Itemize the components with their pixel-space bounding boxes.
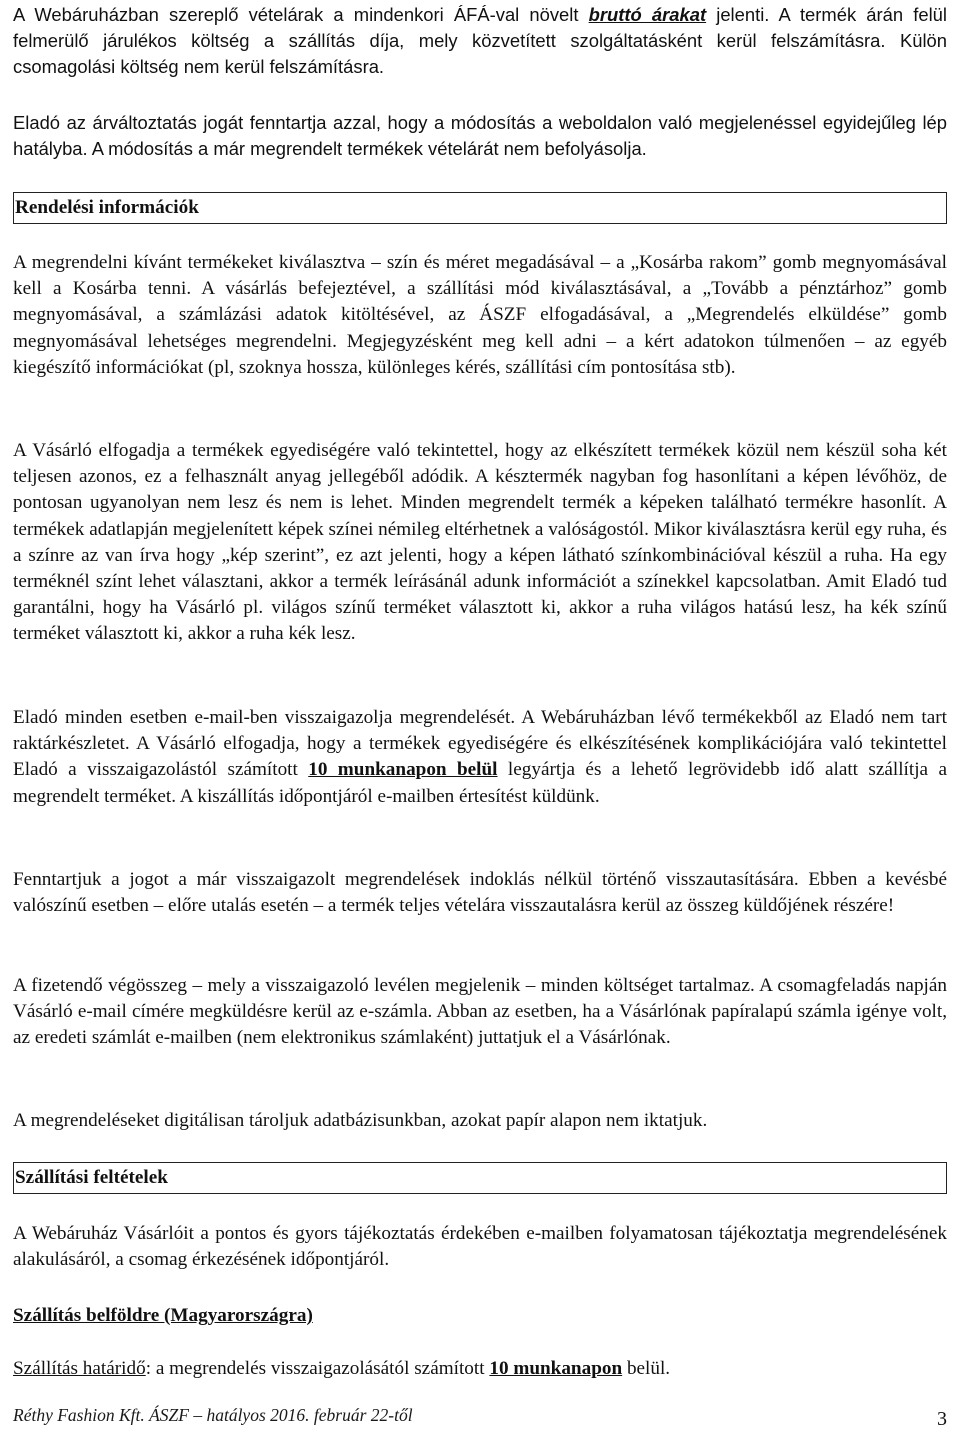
paragraph-refusal: Fenntartjuk a jogot a már visszaigazolt megrendelések indoklás nélkül történő visszautasítására. Ebben a kevésbé valószínű esetben – előre utalás esetén – a termék teljes vételára visszautalásra kerül az összeg küldőjének részére! xyxy=(13,869,947,917)
section-heading-ordering: Rendelési információk xyxy=(13,192,947,224)
paragraph-ordering: A megrendelni kívánt termékeket kiválasztva – szín és méret megadásával – a „Kosárba rakom” gomb megnyomásával kell a Kosárba tenni. A vásárlás befejeztével, a szállítási mód kiválasztásával, a „Tovább a pénztárhoz” gomb megnyomásával, a számlázási adatok kitöltésével, az ÁSZF elfogadásával, a „Megrendelés elküldése” gomb megnyomásával lehetséges megrendelni. Megjegyzésként meg kell adni – a kért adatokon túlmenően – az egyéb kiegészítő információkat (pl, szoknya hossza, különleges kérés, szállítási cím pontosítása stb). xyxy=(13,252,947,378)
paragraph-confirmation xyxy=(13,705,947,810)
text: belül. xyxy=(622,1358,671,1379)
paragraph-price-change: Eladó az árváltoztatás jogát fenntartja azzal, hogy a módosítás a weboldalon való megjelenéssel egyidejűleg lép hatályba. A módosítás a már megrendelt termékek vételárát nem befolyásolja. xyxy=(13,112,947,160)
paragraph-storage: A megrendeléseket digitálisan tároljuk adatbázisunkban, azokat papír alapon nem iktatjuk. xyxy=(13,1110,708,1131)
section-heading-shipping: Szállítási feltételek xyxy=(13,1162,947,1194)
text: Eladó minden esetben e-mail-ben visszaigazolja megrendelését. A Webáruházban lévő termékekből az Eladó nem tart raktárkészletet. A Vásárló elfogadja, hogy a termékek egyediségére és elkészítésének komplikációjára való tekintettel Eladó a visszaigazolástól számított xyxy=(13,707,947,781)
text: A Webáruházban szereplő vételárak a mindenkori ÁFÁ-val növelt xyxy=(13,4,589,25)
text: : a megrendelés visszaigazolásától számított xyxy=(145,1358,490,1379)
paragraph-uniqueness: A Vásárló elfogadja a termékek egyediségére való tekintettel, hogy az elkészített termékek közül nem készül soha két teljesen azonos, ez a felhasznált anyag jellegéből adódik. A késztermék nagyban fog hasonlítani a képen lévőhöz, de pontosan ugyanolyan nem lesz és nem is lehet. Minden megrendelt termék a képeken található termékre hasonlít. A termékek adatlapján megjelenített képek színei némileg eltérhetnek a valóságostól. Mikor kiválasztásra kerül egy ruha, és a színre az van írva hogy „kép szerint”, ez azt jelenti, hogy a képen látható színkombinációval készül a ruha. Ha egy terméknél színt lehet választani, akkor a termék leírásánál adunk információt a színekkel kapcsolatban. Amit Eladó tud garantálni, hogy ha Vásárló pl. világos színű terméket választott ki, akkor a ruha világos hatású lesz, ha kék színű terméket választott ki, akkor a ruha kék lesz. xyxy=(13,440,947,645)
page-number: 3 xyxy=(937,1408,947,1430)
emphasis-10-workdays: 10 munkanapon xyxy=(489,1358,623,1379)
text: jelenti. A termék árán felül felmerülő járulékos költség a szállítás díja, mely közvetített szolgáltatásként kerül felszámításra. Külön csomagolási költség nem kerül felszámításra. xyxy=(13,4,947,78)
subheading-domestic-shipping: Szállítás belföldre (Magyarországra) xyxy=(13,1305,313,1326)
paragraph-prices xyxy=(13,2,947,81)
text: legyártja és a lehető legrövidebb idő alatt szállítja a megrendelt terméket. A kiszállítás időpontjáról e-mailben értesítést küldünk. xyxy=(13,759,947,807)
paragraph-shipping-info: A Webáruház Vásárlóit a pontos és gyors tájékoztatás érdekében e-mailben folyamatosan tájékoztatja megrendelésének alakulásáról, a csomag érkezésének időpontjáról. xyxy=(13,1223,947,1271)
label-deadline: Szállítás határidő xyxy=(13,1358,146,1379)
paragraph-total: A fizetendő végösszeg – mely a visszaigazoló levélen megjelenik – minden költséget tartalmaz. A csomagfeladás napján Vásárló e-mail címére megküldésre kerül az e-számla. Abban az esetben, ha a Vásárlónak papíralapú számla igénye volt, az eredeti számlát e-mailben (nem elektronikus számlaként) juttatjuk el a Vásárlónak. xyxy=(13,975,947,1049)
emphasis-10-workdays: 10 munkanapon belül xyxy=(308,759,498,781)
page-footer: Réthy Fashion Kft. ÁSZF – hatályos 2016. február 22-től xyxy=(13,1405,413,1425)
paragraph-shipping-deadline xyxy=(13,1356,947,1382)
emphasis-gross-prices: bruttó árakat xyxy=(588,4,707,25)
